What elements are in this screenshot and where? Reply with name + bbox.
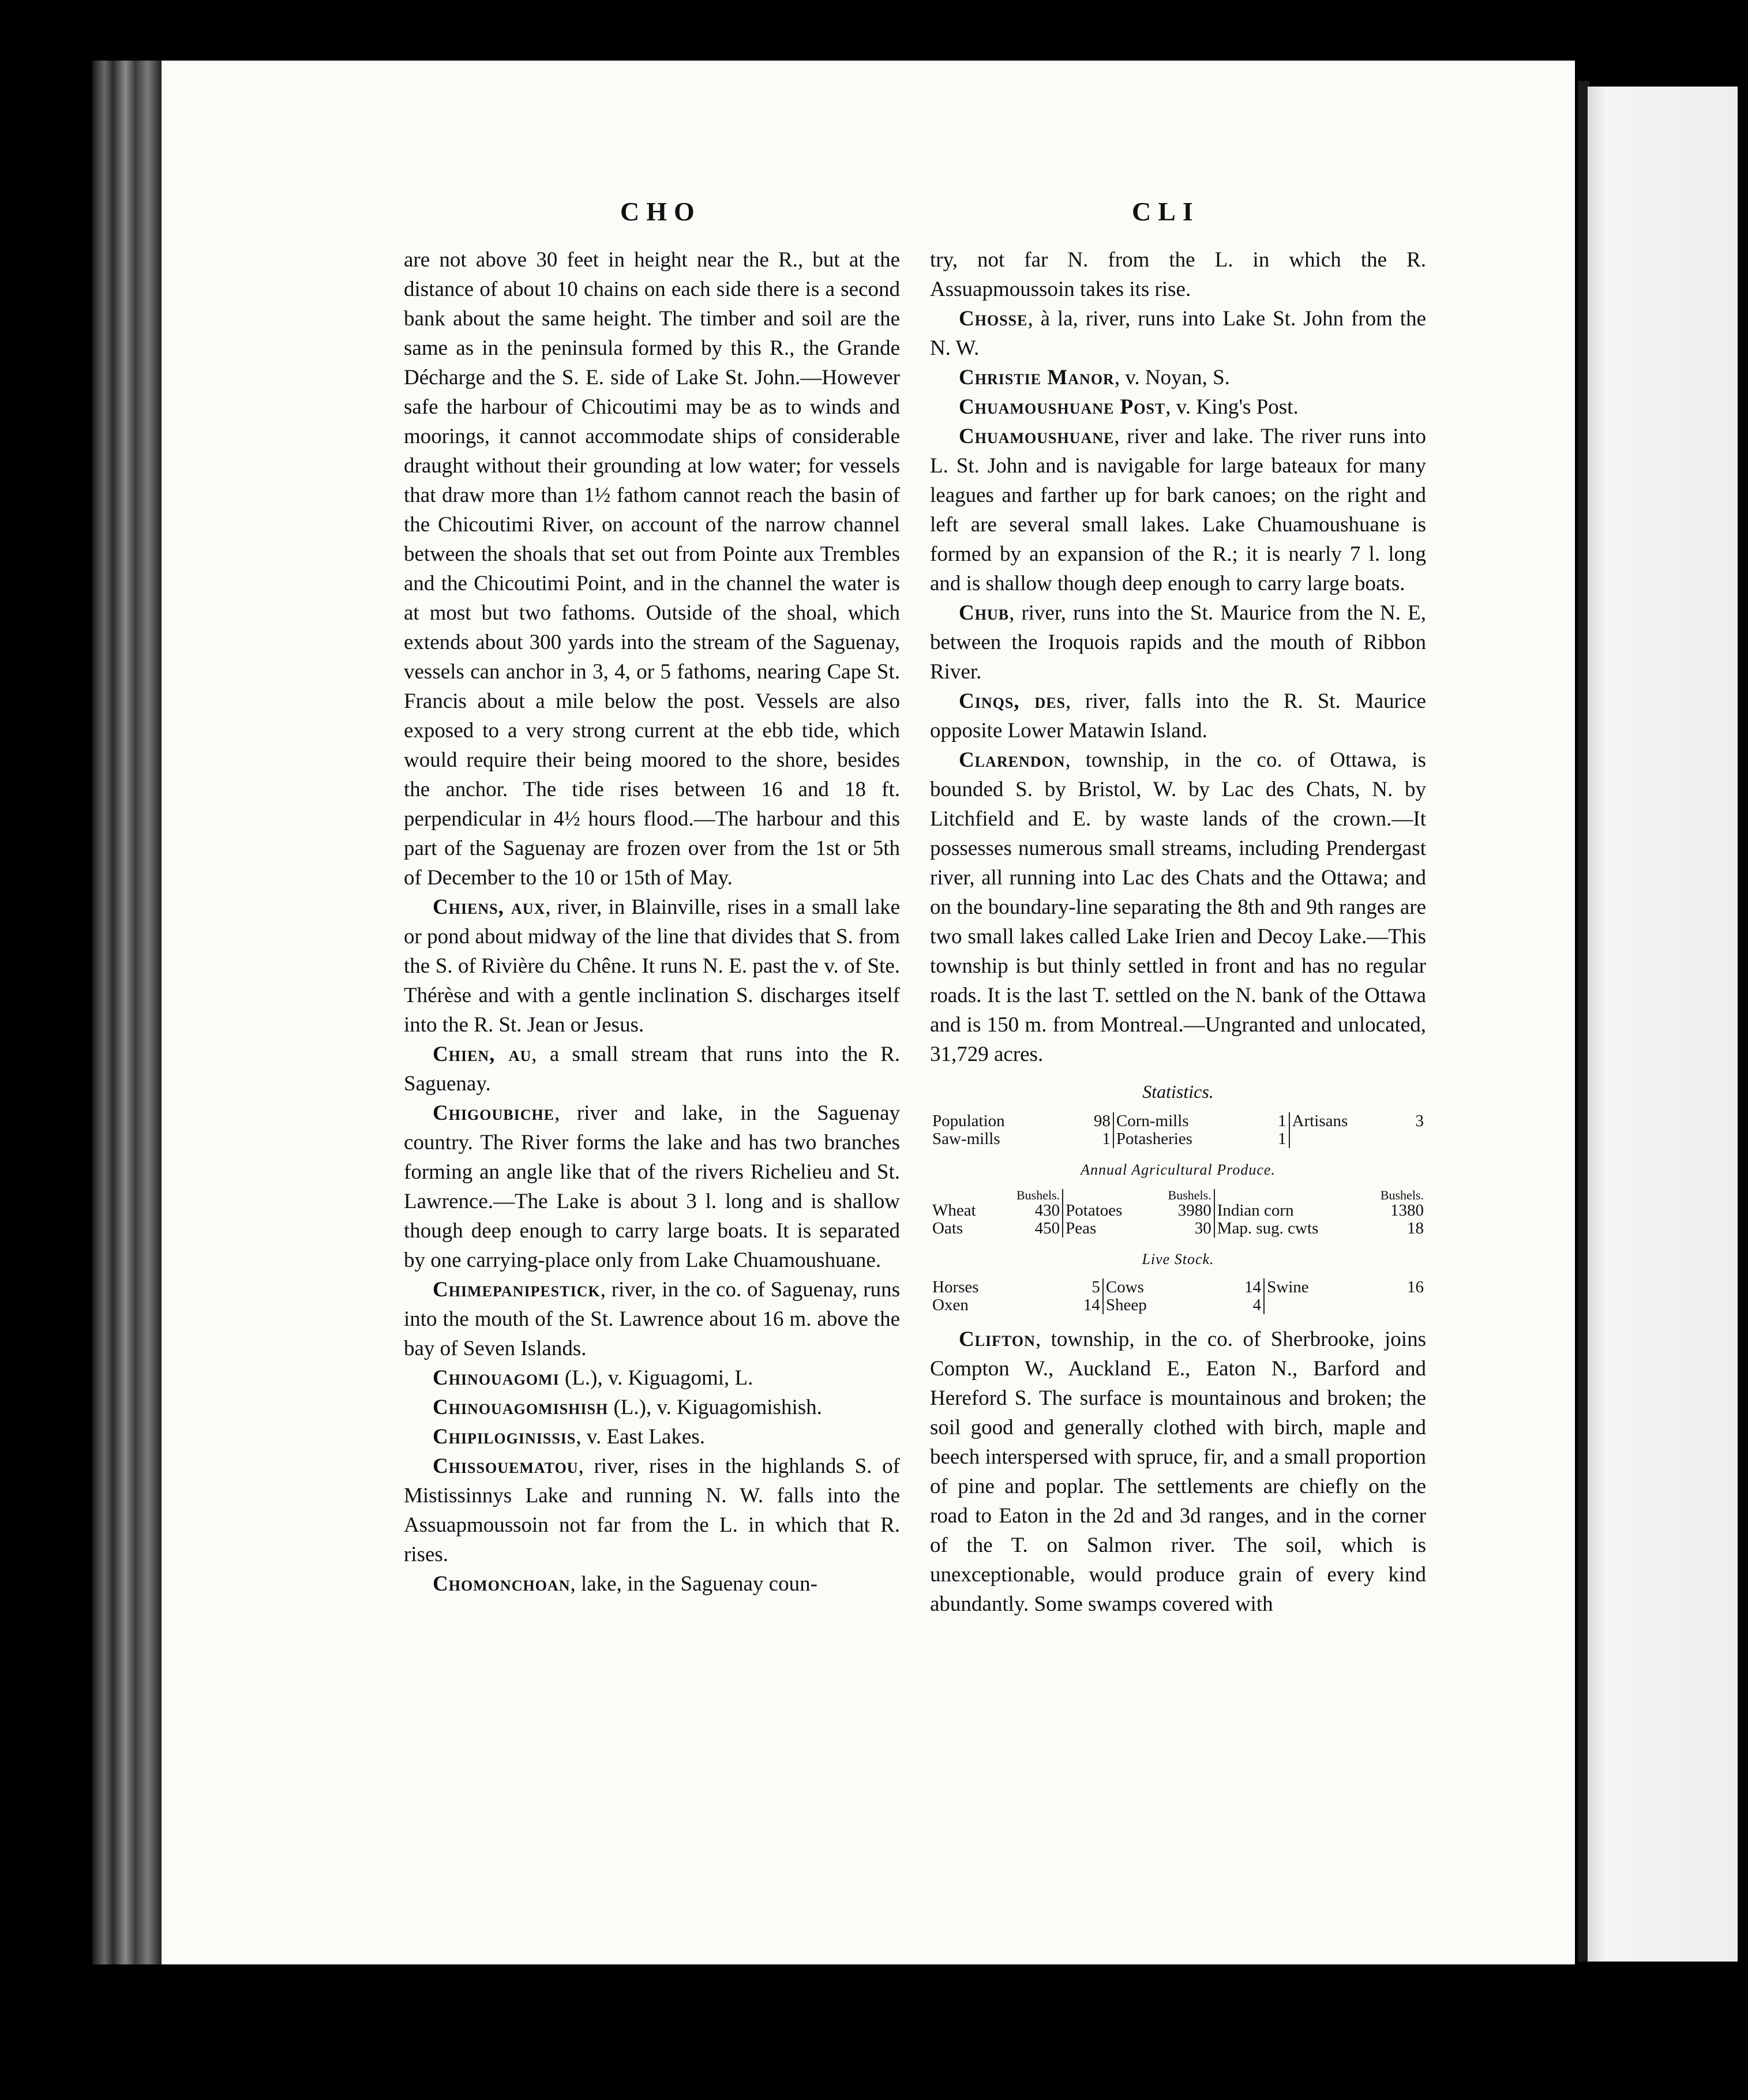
statistics-livestock-table [930, 1278, 1426, 1314]
table-cell: Population [932, 1112, 1005, 1130]
table-cell: Oxen [932, 1296, 969, 1314]
entry-paragraph: Chosse, à la, river, runs into Lake St. John from the N. W. [930, 307, 1426, 360]
unit-label: Bushels. [1147, 1189, 1214, 1202]
table-cell: 450 [996, 1220, 1063, 1238]
table-cell [1402, 1130, 1426, 1148]
table-cell: 5 [1051, 1278, 1103, 1296]
table-cell: Artisans [1292, 1112, 1348, 1130]
running-head-left: CHO [620, 197, 702, 226]
table-cell: 1 [1073, 1130, 1113, 1148]
table-cell: 1 [1264, 1130, 1289, 1148]
right-column [930, 245, 1426, 1619]
table-cell: 3980 [1147, 1202, 1214, 1220]
unit-label: Bushels. [996, 1189, 1063, 1202]
table-cell: Indian corn [1217, 1201, 1294, 1220]
entry-paragraph: Clifton, township, in the co. of Sherbrooke, joins Compton W., Auckland E., Eaton N., Barford and Hereford S. The surface is mountainous and broken; the soil good and generally clothed with birch, maple and beech interspersed with spruce, fir, and a small proportion of pine and poplar. The settlements are chiefly on the road to Eaton in the 2d and 3d ranges, and in the corner of the T. on Salmon river. The soil, which is unexceptionable, would produce grain of every kind abundantly. Some swamps covered with [930, 1327, 1426, 1616]
table-cell: Wheat [932, 1201, 976, 1220]
entry-paragraph: Chien, au, a small stream that runs into the R. Saguenay. [404, 1042, 900, 1096]
table-row [930, 1202, 1426, 1220]
facing-page-edge [1588, 87, 1738, 1962]
table-cell: Corn-mills [1116, 1112, 1189, 1130]
entry-paragraph: Chub, river, runs into the St. Maurice from the N. E, between the Iroquois rapids and the mouth of Ribbon River. [930, 601, 1426, 684]
entry-paragraph: Clarendon, township, in the co. of Ottawa, is bounded S. by Bristol, W. by Lac des Chats, N. by Litchfield and E. by waste lands of the crown.—It possesses numerous small streams, including Prendergast river, all running into Lac des Chats and the Ottawa; and on the boundary-line separating the 8th and 9th ranges are two small lakes called Lake Irien and Decoy Lake.—This township is but thinly settled in front and has no regular roads. It is the last T. settled on the N. bank of the Ottawa and is 150 m. from Montreal.—Ungranted and unlocated, 31,729 acres. [930, 748, 1426, 1066]
table-cell: 4 [1212, 1296, 1264, 1314]
table-row [930, 1220, 1426, 1238]
table-cell: Map. sug. cwts [1217, 1219, 1319, 1238]
entry-paragraph: Chomonchoan, lake, in the Saguenay coun- [433, 1572, 817, 1596]
table-cell [1375, 1296, 1426, 1314]
entry-paragraph: Chigoubiche, river and lake, in the Saguenay country. The River forms the lake and has two branches forming an angle like that of the rivers Richelieu and St. Lawrence.—The Lake is about 3 l. long and is shallow though deep enough to carry large boats. It is separated by one carrying-place only from Lake Chuamoushuane. [404, 1101, 900, 1272]
live-stock-title: Live Stock. [1142, 1251, 1214, 1268]
table-cell: 430 [996, 1202, 1063, 1220]
entry-paragraph: Chuamoushuane, river and lake. The river runs into L. St. John and is navigable for large bateaux for many leagues and farther up for bark canoes; on the right and left are several small lakes. Lake Chuamoushuane is formed by an expansion of the R.; it is nearly 7 l. long and is shallow though deep enough to carry large boats. [930, 425, 1426, 595]
table-cell: 30 [1147, 1220, 1214, 1238]
table-cell: Cows [1105, 1278, 1144, 1296]
table-cell: Swine [1267, 1278, 1309, 1296]
entry-paragraph: Chissouematou, river, rises in the highlands S. of Mistissinnys Lake and running N. W. falls into the Assuapmoussoin not far from the L. in which that R. rises. [404, 1454, 900, 1566]
statistics-title: Statistics. [1142, 1081, 1214, 1102]
table-cell: 98 [1073, 1112, 1113, 1130]
statistics-general-table [930, 1112, 1426, 1148]
entry-paragraph: Chimepanipestick, river, in the co. of Saguenay, runs into the mouth of the St. Lawrence about 16 m. above the bay of Seven Islands. [404, 1278, 900, 1360]
table-row [930, 1278, 1426, 1296]
statistics-produce-table [930, 1189, 1426, 1238]
table-cell: Potasheries [1116, 1130, 1192, 1148]
table-cell [1264, 1296, 1375, 1314]
entry-paragraph: Chipiloginissis, v. East Lakes. [433, 1425, 706, 1449]
left-column [404, 245, 900, 1599]
table-cell: Sheep [1105, 1296, 1147, 1314]
table-cell: Horses [932, 1278, 979, 1296]
table-row [930, 1112, 1426, 1130]
table-row [930, 1296, 1426, 1314]
statistics-block [930, 1077, 1426, 1314]
entry-paragraph: Christie Manor, v. Noyan, S. [959, 366, 1230, 389]
book-spine [92, 61, 162, 1964]
table-cell: Saw-mills [932, 1130, 1000, 1148]
unit-label: Bushels. [1380, 1188, 1424, 1202]
entry-paragraph: try, not far N. from the L. in which the R. Assuapmoussoin takes its rise. [930, 248, 1426, 301]
entry-paragraph: are not above 30 feet in height near the R., but at the distance of about 10 chains on each side there is a second bank about the same height. The timber and soil are the same as in the peninsula formed by this R., the Grande Décharge and the S. E. side of Lake St. John.—However safe the harbour of Chicoutimi may be as to winds and moorings, it cannot accommodate ships of considerable draught without their grounding at low water; for vessels that draw more than 1½ fathom cannot reach the basin of the Chicoutimi River, on account of the narrow channel between the shoals that set out from Pointe aux Trembles and the Chicoutimi Point, and in the channel the water is at most but two fathoms. Outside of the shoal, which extends about 300 yards into the stream of the Saguenay, vessels can anchor in 3, 4, or 5 fathoms, nearing Cape St. Francis about a mile below the post. Vessels are also exposed to a very strong current at the ebb tide, which would require their being moored to the shore, besides the anchor. The tide rises between 16 and 18 ft. perpendicular in 4½ hours flood.—The harbour and this part of the Saguenay are frozen over from the 1st or 5th of December to the 10 or 15th of May. [404, 248, 900, 890]
table-cell: 16 [1407, 1278, 1424, 1296]
entry-paragraph: Chinouagomishish (L.), v. Kiguagomishish. [433, 1396, 822, 1419]
entry-paragraph: Cinqs, des, river, falls into the R. St. Maurice opposite Lower Matawin Island. [930, 689, 1426, 742]
table-cell: Potatoes [1066, 1201, 1123, 1220]
entry-paragraph: Chinouagomi (L.), v. Kiguagomi, L. [433, 1366, 753, 1390]
table-cell: 3 [1415, 1112, 1424, 1130]
table-cell: Peas [1066, 1219, 1097, 1238]
table-cell: 14 [1051, 1296, 1103, 1314]
table-cell [1289, 1130, 1402, 1148]
table-row [930, 1130, 1426, 1148]
table-cell: Oats [932, 1219, 963, 1238]
table-cell: 1 [1264, 1112, 1289, 1130]
table-cell: 1380 [1390, 1201, 1424, 1220]
entry-paragraph: Chiens, aux, river, in Blainville, rises in a small lake or pond about midway of the line that divides that S. from the S. of Rivière du Chêne. It runs N. E. past the v. of Ste. Thérèse and with a gentle inclination S. discharges itself into the R. St. Jean or Jesus. [404, 895, 900, 1037]
running-head-right: CLI [1132, 197, 1200, 226]
table-cell: 14 [1212, 1278, 1264, 1296]
entry-paragraph: Chuamoushuane Post, v. King's Post. [959, 395, 1299, 419]
table-units-row [930, 1189, 1426, 1202]
table-cell: 18 [1407, 1219, 1424, 1238]
produce-title: Annual Agricultural Produce. [1081, 1161, 1276, 1178]
